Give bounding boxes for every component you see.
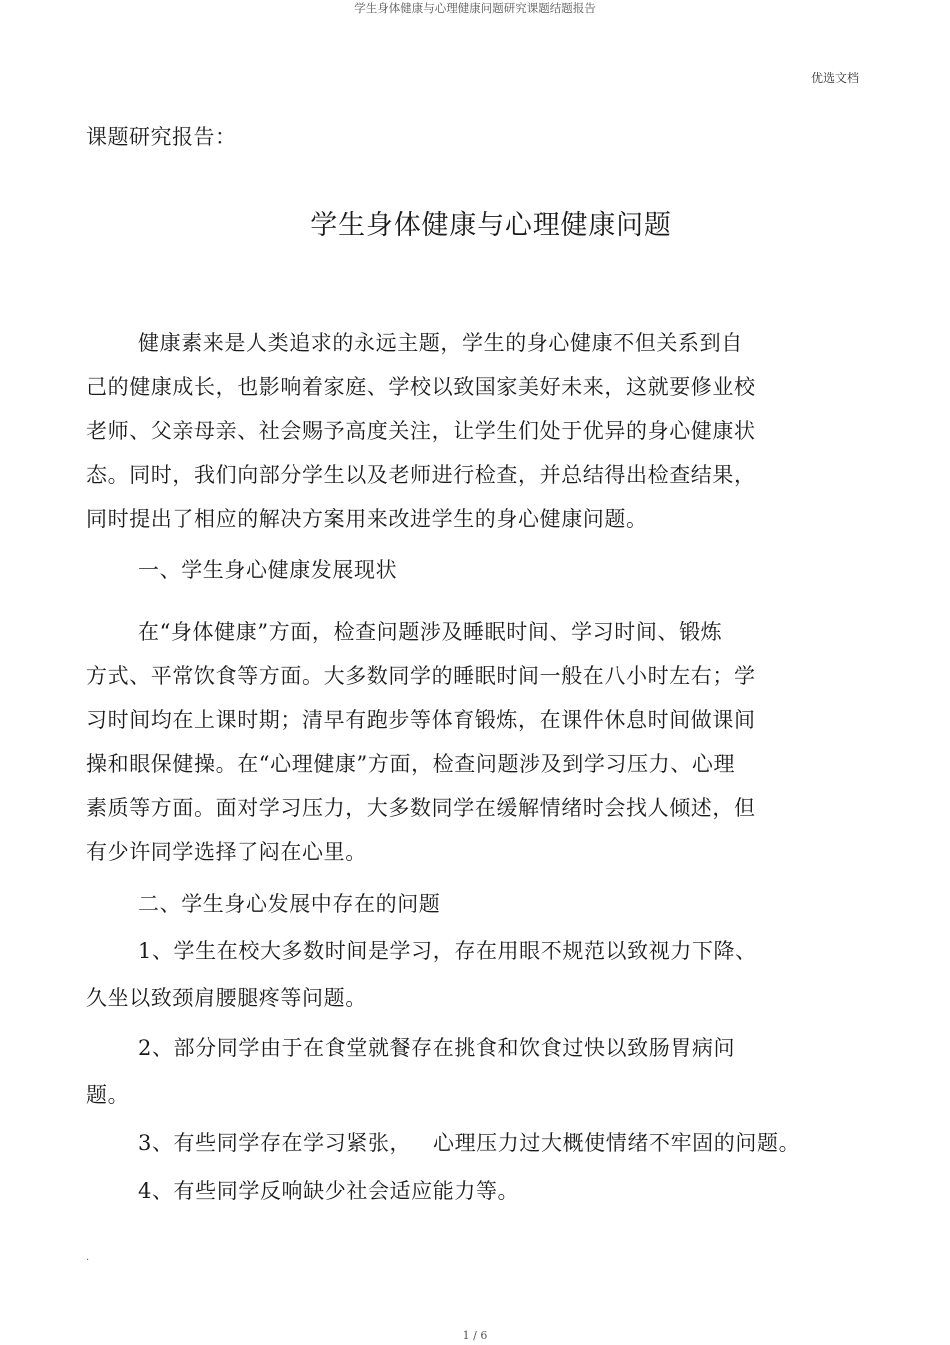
section1-line: 操和眼保健操。在“心理健康”方面，检查问题涉及到学习压力、心理 <box>86 752 736 776</box>
quality-tag: 优选文档 <box>810 71 859 85</box>
problem-item-3: 3、有些同学存在学习紧张， 心理压力过大概使情绪不牢固的问题。 <box>138 1131 801 1155</box>
intro-line: 同时提出了相应的解决方案用来改进学生的身心健康问题。 <box>86 507 648 531</box>
report-label: 课题研究报告： <box>86 125 237 149</box>
intro-line: 健康素来是人类追求的永远主题，学生的身心健康不但关系到自 <box>138 331 743 355</box>
section1-line: 有少许同学选择了闷在心里。 <box>86 840 367 864</box>
problem-item-1: 1、学生在校大多数时间是学习，存在用眼不规范以致视力下降、 <box>138 939 757 963</box>
problem-item-1: 久坐以致颈肩腰腿疼等问题。 <box>86 986 367 1010</box>
footer-mark: . <box>86 1252 90 1263</box>
document-header: 学生身体健康与心理健康问题研究课题结题报告 <box>354 1 596 15</box>
problem-item-4: 4、有些同学反响缺少社会适应能力等。 <box>138 1179 520 1203</box>
page-title: 学生身体健康与心理健康问题 <box>310 210 672 241</box>
problem-item-2: 2、部分同学由于在食堂就餐存在挑食和饮食过快以致肠胃病问 <box>138 1036 736 1060</box>
section1-line: 习时间均在上课时期；清早有跑步等体育锻炼，在课件休息时间做课间 <box>86 708 756 732</box>
section-heading: 二、学生身心发展中存在的问题 <box>138 892 441 916</box>
intro-line: 态。同时，我们向部分学生以及老师进行检查，并总结得出检查结果， <box>86 463 756 487</box>
intro-line: 己的健康成长，也影响着家庭、学校以致国家美好未来，这就要修业校 <box>86 375 756 399</box>
section-heading: 一、学生身心健康发展现状 <box>138 558 398 582</box>
problem-item-2: 题。 <box>86 1083 130 1107</box>
section1-line: 方式、平常饮食等方面。大多数同学的睡眠时间一般在八小时左右；学 <box>86 664 756 688</box>
section1-line: 在“身体健康”方面，检查问题涉及睡眠时间、学习时间、锻炼 <box>138 620 723 644</box>
page-number: 1 / 6 <box>462 1329 488 1342</box>
intro-line: 老师、父亲母亲、社会赐予高度关注，让学生们处于优异的身心健康状 <box>86 419 756 443</box>
section1-line: 素质等方面。面对学习压力，大多数同学在缓解情绪时会找人倾述，但 <box>86 796 756 820</box>
